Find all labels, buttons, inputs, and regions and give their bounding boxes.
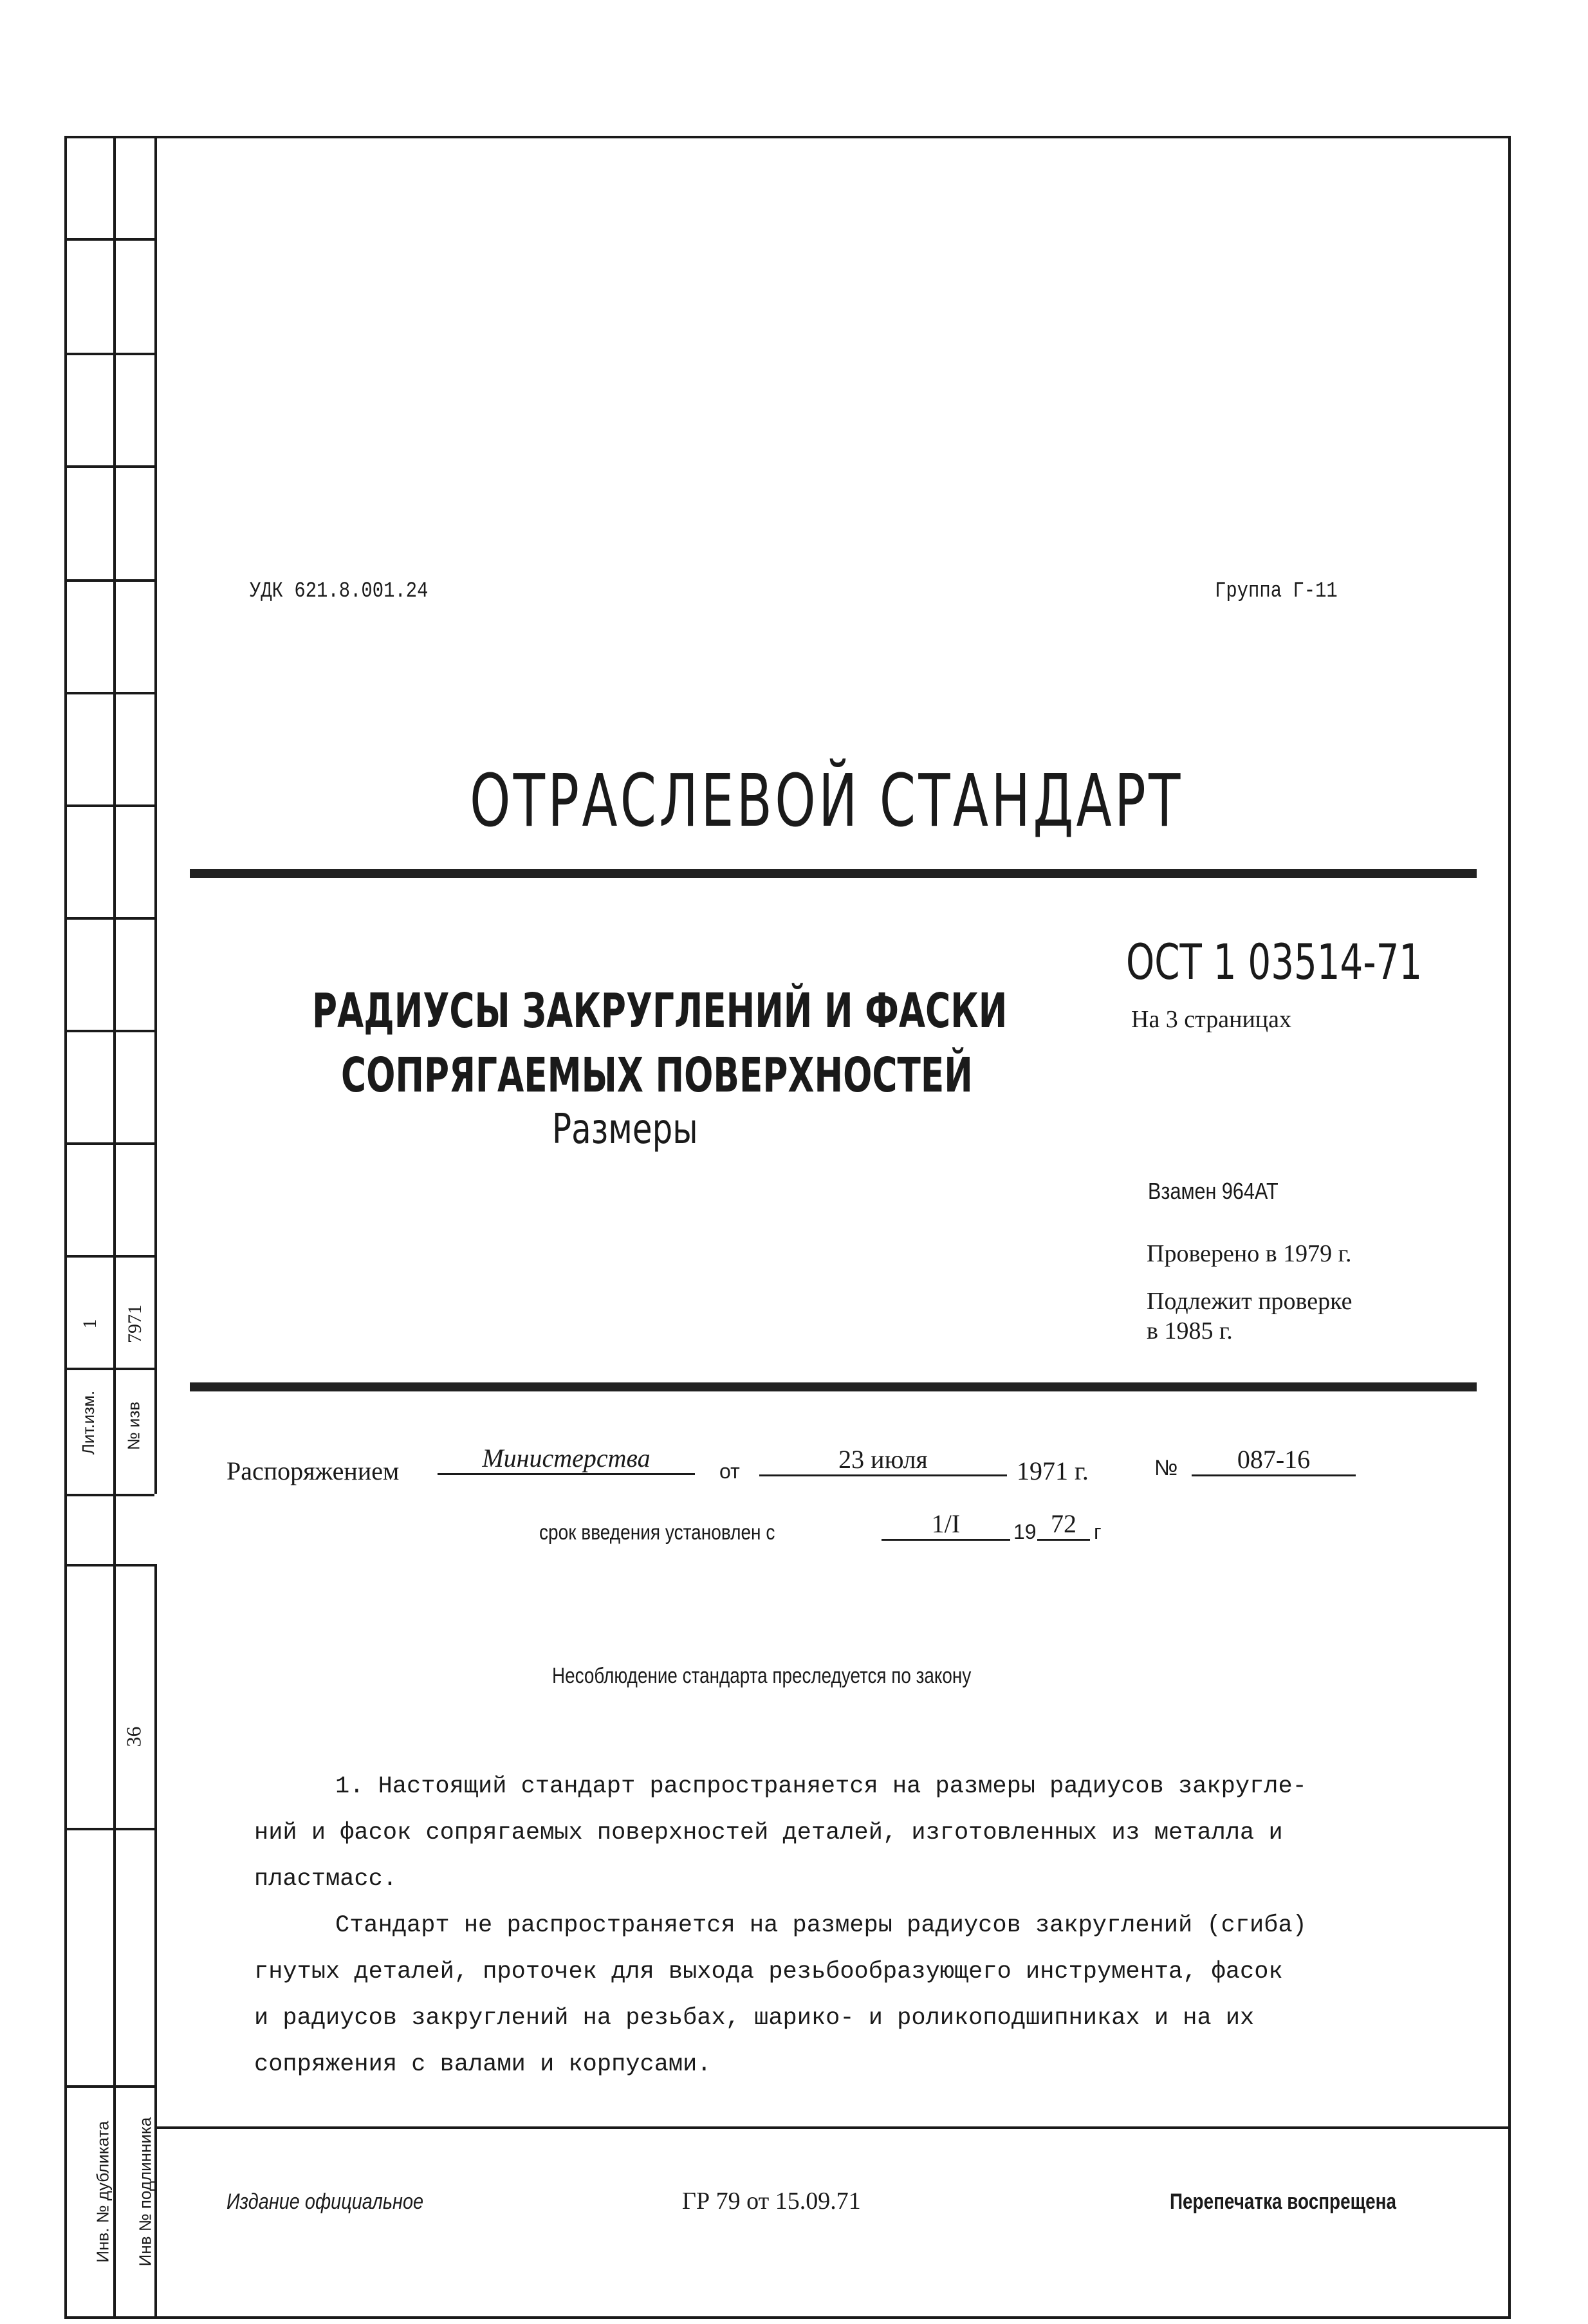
inv-podl-label: Инв № подлинника xyxy=(135,2117,155,2267)
checked-text: Проверено в 1979 г. xyxy=(1147,1240,1352,1267)
margin-row-line xyxy=(64,1564,154,1566)
replaces-text: Взамен 964АТ xyxy=(1148,1178,1279,1204)
margin-row-line xyxy=(64,465,154,468)
body-text xyxy=(254,1763,1464,2088)
effective-date: 1/I xyxy=(882,1509,1010,1541)
order-date: 23 июля xyxy=(759,1444,1007,1476)
paragraph-line: и радиусов закруглений на резьбах, шарико- и роликоподшипниках и на их xyxy=(254,2005,1255,2032)
effective-year-prefix: 19 xyxy=(1013,1520,1037,1543)
standard-name-line3: Размеры xyxy=(552,1106,698,1153)
effective-year-g: г xyxy=(1094,1520,1102,1543)
margin-row-line xyxy=(64,692,154,694)
standard-name-line2: СОПРЯГАЕМЫХ ПОВЕРХНОСТЕЙ xyxy=(341,1048,973,1103)
paragraph-line: сопряжения с валами и корпусами. xyxy=(254,2051,712,2078)
recheck-text-line2: в 1985 г. xyxy=(1147,1317,1233,1344)
margin-row-line xyxy=(64,1828,154,1830)
footer-rule xyxy=(154,2126,1511,2129)
footer-left: Издание официальное xyxy=(226,2189,424,2214)
header-bottom-rule xyxy=(190,1382,1477,1391)
margin-row-line xyxy=(64,917,154,920)
no-izv-label: № изв xyxy=(124,1401,143,1451)
margin-row-line xyxy=(64,579,154,582)
paragraph-line: пластмасс. xyxy=(254,1866,398,1893)
page-title: ОТРАСЛЕВОЙ СТАНДАРТ xyxy=(470,759,1183,843)
no-izv-value: 7971 xyxy=(124,1305,145,1343)
margin-column-divider xyxy=(113,136,116,2319)
margin-row-line xyxy=(64,1142,154,1145)
legal-notice: Несоблюдение стандарта преследуется по закону xyxy=(552,1664,972,1688)
inv-podl-value: 36 xyxy=(122,1726,145,1747)
order-number-label: № xyxy=(1154,1456,1178,1480)
margin-row-line xyxy=(64,804,154,807)
margin-row-line xyxy=(64,1030,154,1032)
margin-row-line xyxy=(64,1368,154,1370)
recheck-text-line1: Подлежит проверке xyxy=(1147,1288,1353,1315)
order-issuer: Министерства xyxy=(438,1443,695,1475)
page-count: На 3 страницах xyxy=(1131,1006,1291,1033)
paragraph-line: 1. Настоящий стандарт распространяется на размеры радиусов закругле- xyxy=(335,1773,1307,1800)
standard-name-line1: РАДИУСЫ ЗАКРУГЛЕНИЙ И ФАСКИ xyxy=(312,983,1008,1039)
paragraph-line: ний и фасок сопрягаемых поверхностей деталей, изготовленных из металла и xyxy=(254,1819,1283,1846)
margin-row-line xyxy=(64,1494,154,1496)
paragraph-line: гнутых деталей, проточек для выхода резьбообразующего инструмента, фасок xyxy=(254,1958,1283,1985)
order-prefix: Распоряжением xyxy=(226,1456,400,1485)
footer-right: Перепечатка воспрещена xyxy=(1170,2189,1396,2214)
paragraph-line: Стандарт не распространяется на размеры радиусов закруглений (сгиба) xyxy=(335,1912,1307,1939)
margin-row-line xyxy=(64,238,154,241)
lit-izm-value: 1 xyxy=(79,1319,100,1329)
title-rule xyxy=(190,869,1477,878)
order-year: 1971 г. xyxy=(1017,1456,1089,1485)
margin-column-divider-2 xyxy=(154,136,157,1494)
order-number: 087-16 xyxy=(1192,1444,1356,1476)
effective-year-suffix: 72 xyxy=(1037,1509,1090,1541)
inv-dubl-label: Инв. № дубликата xyxy=(93,2121,113,2263)
margin-row-line xyxy=(64,353,154,355)
udk-code: УДК 621.8.001.24 xyxy=(250,579,429,604)
order-from-label: от xyxy=(719,1460,740,1483)
group-code: Группа Г-11 xyxy=(1215,579,1338,604)
footer-center: ГР 79 от 15.09.71 xyxy=(682,2188,861,2215)
effective-label: срок введения установлен с xyxy=(539,1520,775,1544)
lit-izm-label: Лит.изм. xyxy=(78,1390,98,1455)
margin-row-line xyxy=(64,2085,154,2088)
standard-code: ОСТ 1 03514-71 xyxy=(1126,933,1423,990)
margin-row-line xyxy=(64,1255,154,1258)
